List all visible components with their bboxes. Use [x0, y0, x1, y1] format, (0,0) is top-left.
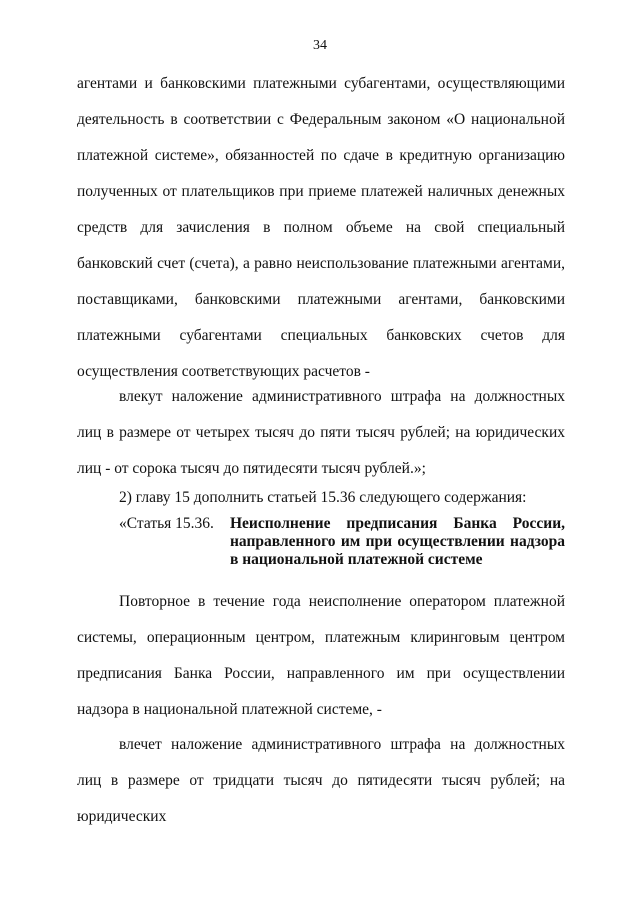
paragraph: влекут наложение административного штрафа на должностных лиц в размере от четырех тысяч до пяти тысяч рублей; на юридических лиц - от сорока тысяч до пятидесяти тысяч рублей.»;: [77, 388, 565, 477]
page-number: 34: [313, 38, 327, 53]
article-heading: [119, 515, 565, 569]
article-number: «Статья 15.36.: [119, 515, 214, 532]
paragraph: агентами и банковскими платежными субагентами, осуществляющими деятельность в соответствии с Федеральным законом «О национальной платежной системе», обязанностей по сдаче в кредитную организацию полученных от плательщиков при приеме платежей наличных денежных средств для зачисления в полном объеме на свой специальный банковский счет (счета), а равно неиспользование платежными агентами, поставщиками, банковскими платежными агентами, банковскими платежными субагентами специальных банковских счетов для осуществления соответствующих расчетов -: [77, 75, 565, 380]
article-title: Неисполнение предписания Банка России, направленного им при осуществлении надзора в национальной платежной системе: [230, 515, 565, 568]
paragraph: 2) главу 15 дополнить статьей 15.36 следующего содержания:: [119, 489, 527, 506]
paragraph: влечет наложение административного штрафа на должностных лиц в размере от тридцати тысяч до пятидесяти тысяч рублей; на юридических: [77, 736, 565, 825]
paragraph: Повторное в течение года неисполнение оператором платежной системы, операционным центром, платежным клиринговым центром предписания Банка России, направленного им при осуществлении надзора в национальной платежной системе, -: [77, 593, 565, 718]
